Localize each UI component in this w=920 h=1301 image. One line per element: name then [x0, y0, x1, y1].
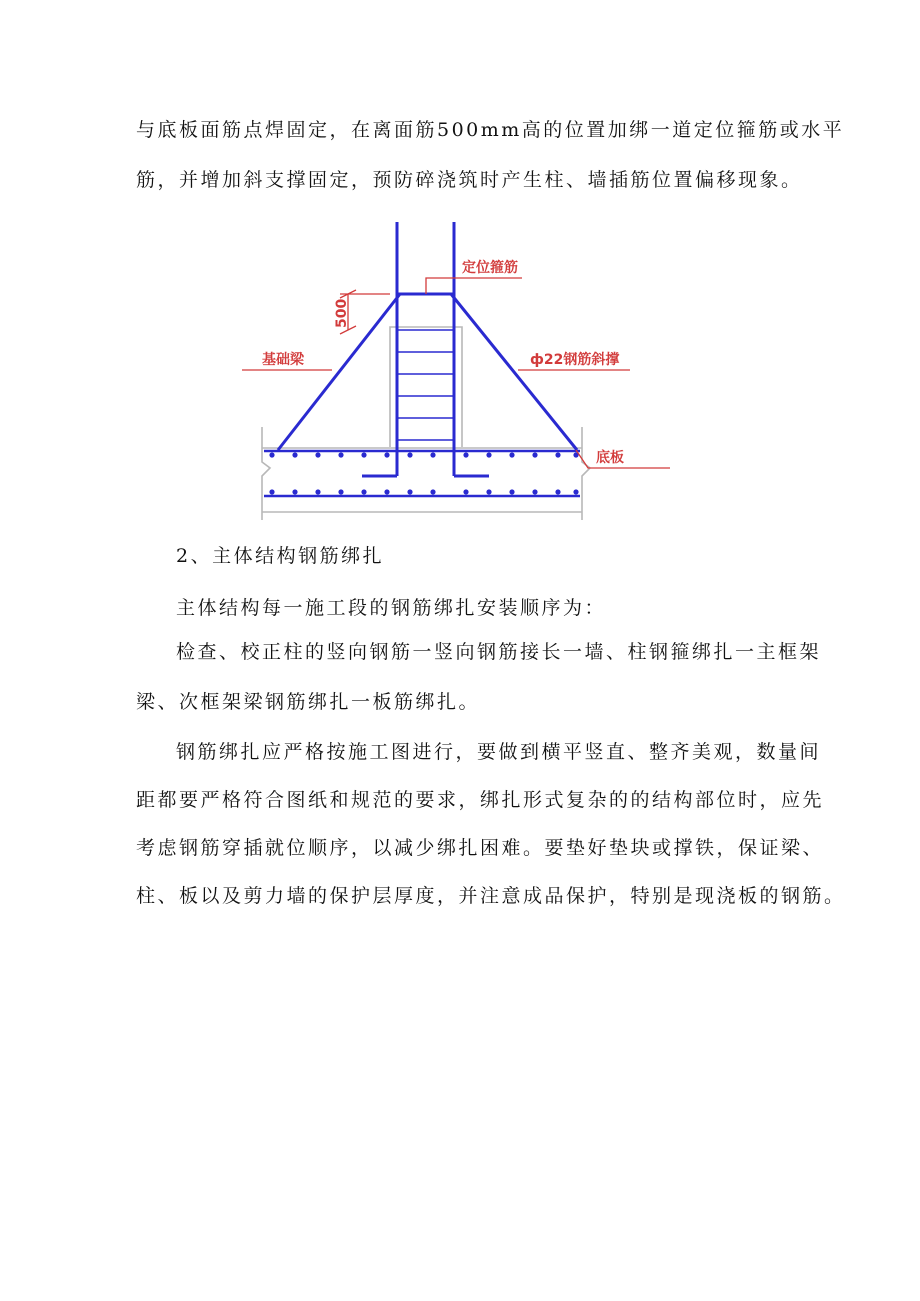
- bar-dot: [407, 452, 412, 457]
- slab-top-bar-dots: [269, 452, 578, 457]
- section-2-para-2-line-2: 梁、次框架梁钢筋绑扎一板筋绑扎。: [136, 691, 481, 713]
- break-line-left: [262, 427, 270, 520]
- label-slab: 底板: [596, 450, 624, 466]
- bar-dot: [463, 452, 468, 457]
- bar-dot: [315, 452, 320, 457]
- brace-right: [451, 294, 577, 450]
- bar-dot: [292, 452, 297, 457]
- bar-dot: [509, 452, 514, 457]
- annotation-leaders: [242, 278, 670, 468]
- bar-dot: [463, 489, 468, 494]
- bar-dot: [509, 489, 514, 494]
- bar-dot: [361, 489, 366, 494]
- label-positioning-stirrup: 定位箍筋: [462, 260, 518, 276]
- bar-dot: [407, 489, 412, 494]
- bar-dot: [315, 489, 320, 494]
- section-2-para-3-line-1: 钢筋绑扎应严格按施工图进行，要做到横平竖直、整齐美观，数量间: [176, 741, 822, 763]
- paragraph-1-line-2: 筋，并增加斜支撑固定，预防碎浇筑时产生柱、墙插筋位置偏移现象。: [136, 169, 803, 191]
- leader-stirrup: [426, 278, 522, 294]
- bar-dot: [384, 489, 389, 494]
- beam-stirrups: [397, 330, 454, 440]
- label-dimension-500: 500: [334, 298, 350, 328]
- bar-dot: [430, 489, 435, 494]
- slab-bottom-bar-dots: [269, 489, 578, 494]
- section-2-para-3-line-2: 距都要严格符合图纸和规范的要求，绑扎形式复杂的的结构部位时，应先: [136, 789, 825, 811]
- bar-dot: [532, 489, 537, 494]
- bar-dot: [532, 452, 537, 457]
- section-2-para-1: 主体结构每一施工段的钢筋绑扎安装顺序为：: [176, 597, 607, 619]
- label-foundation-beam: 基础梁: [262, 352, 304, 368]
- beam-outline: [390, 327, 462, 447]
- bar-dot: [361, 452, 366, 457]
- label-diagonal-brace: ф22钢筋斜撑: [530, 352, 620, 368]
- bar-dot: [573, 489, 578, 494]
- section-2-para-2-line-1: 检查、校正柱的竖向钢筋一竖向钢筋接长一墙、柱钢箍绑扎一主框架: [176, 641, 822, 663]
- bar-dot: [486, 452, 491, 457]
- bar-dot: [384, 452, 389, 457]
- section-2-para-3-line-4: 柱、板以及剪力墙的保护层厚度，并注意成品保护，特别是现浇板的钢筋。: [136, 885, 846, 907]
- bar-dot: [430, 452, 435, 457]
- bar-dot: [292, 489, 297, 494]
- bar-dot: [269, 452, 274, 457]
- rebar-anchoring-diagram: [240, 222, 680, 522]
- section-2-para-3-line-3: 考虑钢筋穿插就位顺序，以减少绑扎困难。要垫好垫块或撑铁，保证梁、: [136, 837, 825, 859]
- bar-dot: [338, 489, 343, 494]
- bar-dot: [555, 489, 560, 494]
- section-2-heading: 2、主体结构钢筋绑扎: [176, 545, 385, 567]
- break-line-right: [582, 427, 590, 520]
- paragraph-1-line-1: 与底板面筋点焊固定，在离面筋500mm高的位置加绑一道定位箍筋或水平: [136, 119, 845, 141]
- bar-dot: [269, 489, 274, 494]
- bar-dot: [555, 452, 560, 457]
- diagram-svg: [240, 222, 680, 522]
- bar-dot: [338, 452, 343, 457]
- bar-dot: [486, 489, 491, 494]
